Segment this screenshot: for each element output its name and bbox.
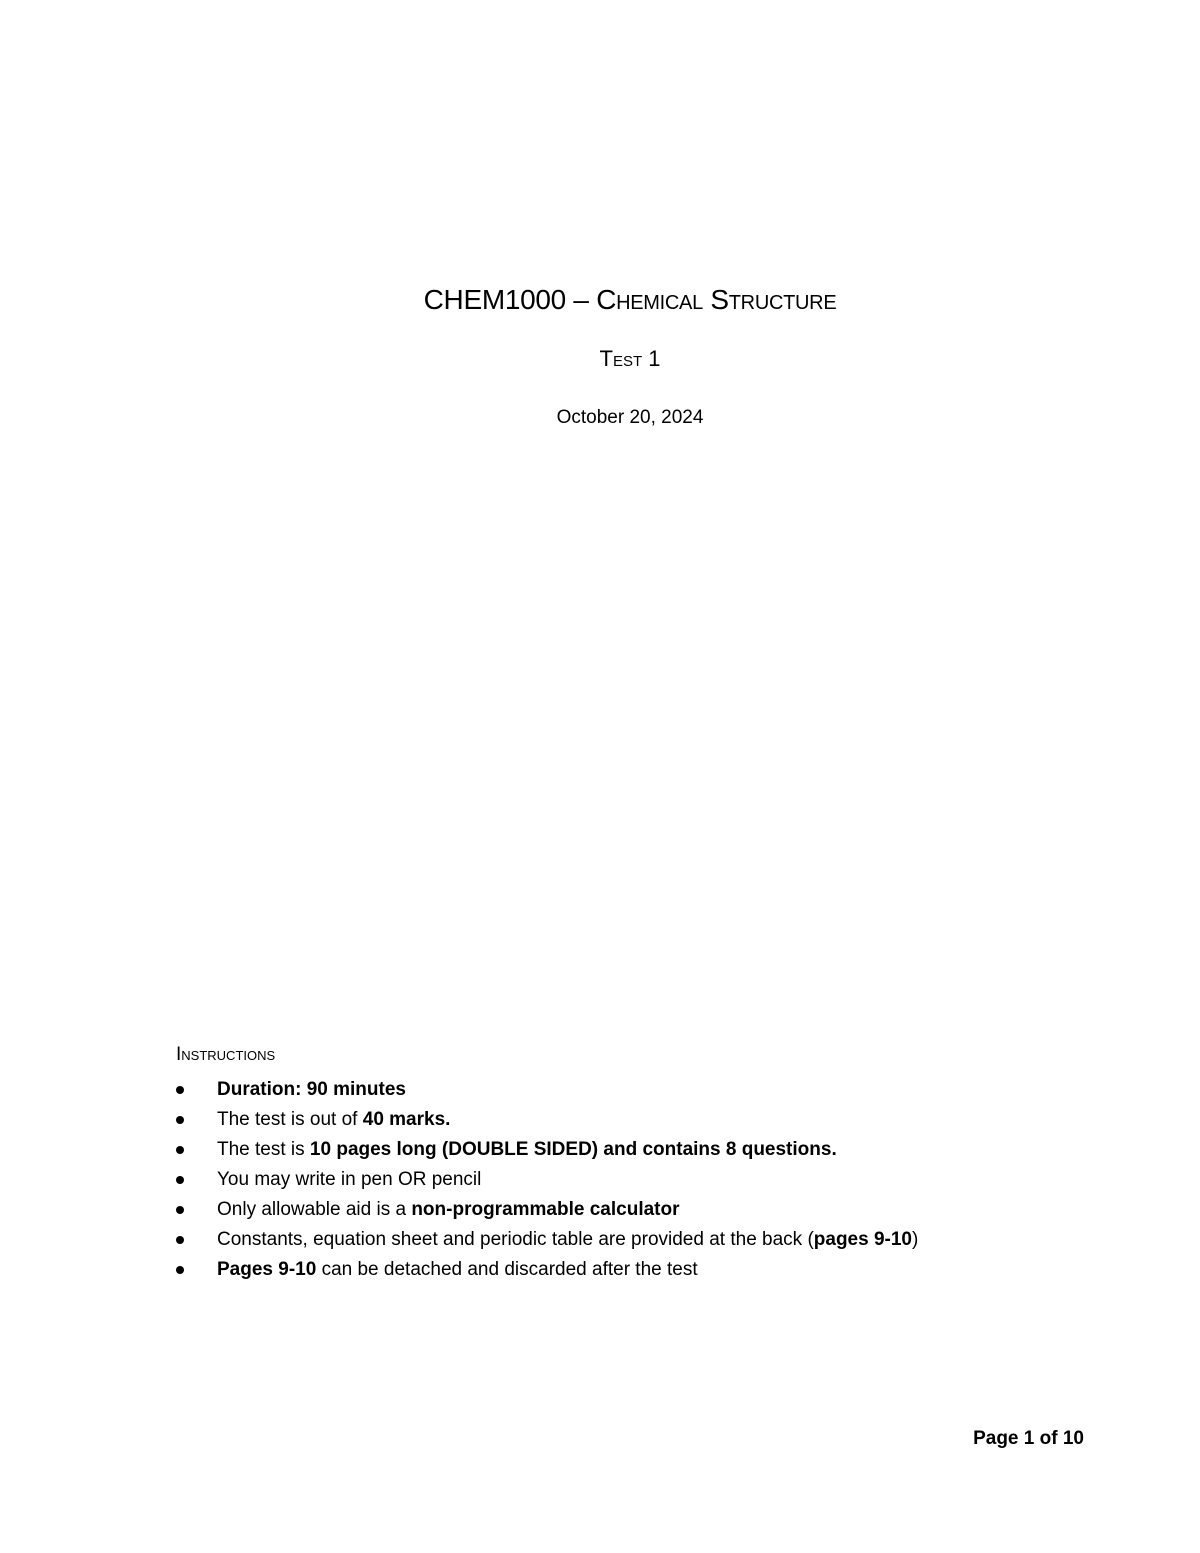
document-title bbox=[0, 284, 1200, 316]
instruction-item bbox=[176, 1255, 1076, 1285]
instruction-item bbox=[176, 1105, 1076, 1135]
instruction-text: The test is out of bbox=[217, 1109, 363, 1130]
of-label: of bbox=[1034, 1428, 1063, 1449]
current-page: 1 bbox=[1023, 1428, 1035, 1449]
instruction-text: ) bbox=[912, 1229, 919, 1250]
page-label: Page bbox=[973, 1428, 1024, 1449]
test-date: October 20, 2024 bbox=[556, 407, 704, 428]
test-name: Test 1 bbox=[599, 346, 661, 371]
instruction-text: Pages 9-10 bbox=[217, 1259, 317, 1280]
course-name: Chemical Structure bbox=[596, 284, 837, 315]
course-code: CHEM1000 bbox=[423, 284, 566, 315]
instruction-text: Constants, equation sheet and periodic table are provided at the back ( bbox=[217, 1229, 814, 1250]
instruction-item bbox=[176, 1135, 1076, 1165]
bullet-icon bbox=[176, 1206, 184, 1214]
instruction-text: Only allowable aid is a bbox=[217, 1199, 412, 1220]
instruction-item bbox=[176, 1225, 1076, 1255]
instruction-text: 40 marks. bbox=[362, 1109, 451, 1130]
instruction-item bbox=[176, 1195, 1076, 1225]
instruction-item bbox=[176, 1165, 1076, 1195]
instruction-text: You may write in pen OR pencil bbox=[217, 1169, 482, 1190]
title-dash: – bbox=[565, 284, 597, 315]
instruction-text: pages 9-10 bbox=[813, 1229, 913, 1250]
bullet-icon bbox=[176, 1266, 184, 1274]
instruction-text: The test is bbox=[217, 1139, 310, 1160]
instructions-heading: Instructions bbox=[176, 1044, 276, 1065]
total-pages: 10 bbox=[1062, 1428, 1084, 1449]
instruction-text: non-programmable calculator bbox=[411, 1199, 680, 1220]
bullet-icon bbox=[176, 1086, 184, 1094]
instruction-text: 10 pages long (DOUBLE SIDED) and contains 8 questions. bbox=[309, 1139, 837, 1160]
instruction-item bbox=[176, 1075, 1076, 1105]
instruction-text: can be detached and discarded after the test bbox=[316, 1259, 698, 1280]
page-number bbox=[973, 1428, 1084, 1450]
instruction-text: Duration: 90 minutes bbox=[217, 1079, 406, 1100]
instructions-list bbox=[176, 1075, 1076, 1285]
bullet-icon bbox=[176, 1236, 184, 1244]
instructions-section bbox=[176, 1041, 1076, 1285]
bullet-icon bbox=[176, 1146, 184, 1154]
bullet-icon bbox=[176, 1116, 184, 1124]
bullet-icon bbox=[176, 1176, 184, 1184]
